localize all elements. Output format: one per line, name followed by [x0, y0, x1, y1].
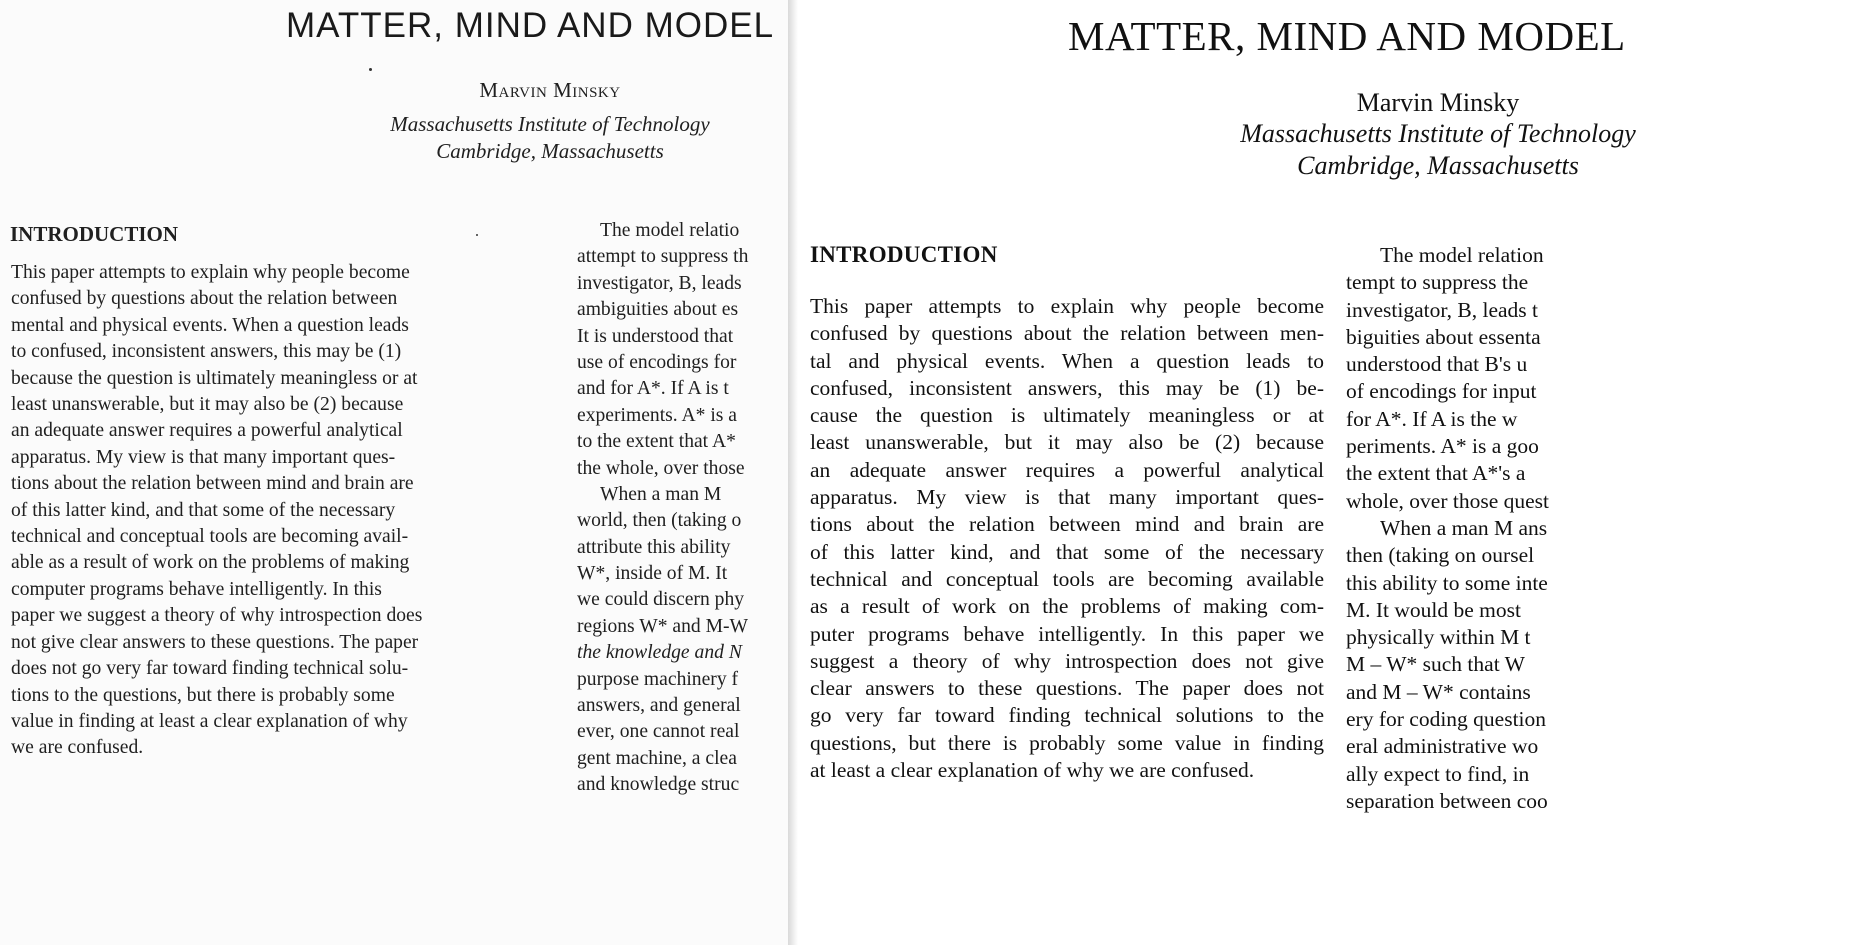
- scan-line: The model relatio: [600, 220, 740, 241]
- typeset-line: The model relation: [1380, 243, 1544, 267]
- scan-line: investigator, B, leads: [577, 272, 742, 294]
- scan-line: answers, and general: [577, 695, 741, 717]
- typeset-section-heading: INTRODUCTION: [810, 242, 998, 267]
- typeset-line: M. It would be most: [1346, 597, 1521, 622]
- typeset-line: then (taking on oursel: [1346, 543, 1535, 568]
- scan-line: and for A*. If A is t: [577, 378, 729, 400]
- typeset-page: [798, 0, 1858, 945]
- typeset-line: biguities about essenta: [1346, 324, 1541, 349]
- typeset-author: Marvin Minsky: [1356, 88, 1520, 117]
- scan-line: we are confused.: [11, 737, 144, 759]
- typeset-line: go very far toward finding technical solutions to the: [810, 703, 1324, 728]
- typeset-line: periments. A* is a goo: [1346, 434, 1539, 459]
- typeset-line: M – W* such that W: [1346, 652, 1525, 677]
- typeset-line: an adequate answer requires a powerful analytical: [810, 457, 1324, 482]
- typeset-line: tal and physical events. When a question leads to: [810, 348, 1324, 373]
- scan-line: and knowledge struc: [577, 774, 740, 796]
- scan-line: because the question is ultimately meaningless or at: [11, 367, 418, 389]
- typeset-line: When a man M ans: [1380, 515, 1548, 540]
- scan-line: does not go very far toward finding technical solu-: [11, 658, 409, 680]
- typeset-line: the extent that A*'s a: [1346, 461, 1526, 486]
- scan-line: technical and conceptual tools are becoming avail-: [11, 526, 409, 548]
- typeset-line: apparatus. My view is that many important ques-: [810, 485, 1324, 510]
- scan-line: W*, inside of M. It: [577, 563, 728, 585]
- scan-line: computer programs behave intelligently. In this: [11, 578, 382, 600]
- scan-line: confused by questions about the relation between: [11, 288, 398, 310]
- typeset-line: tions about the relation between mind and brain are: [810, 512, 1324, 537]
- typeset-line: confused, inconsistent answers, this may be (1) be-: [810, 375, 1324, 400]
- typeset-line: least unanswerable, but it may also be (2) because: [810, 430, 1324, 455]
- scan-line: paper we suggest a theory of why introspection does: [11, 605, 423, 627]
- scan-line: use of encodings for: [577, 351, 737, 373]
- typeset-affiliation-2: Cambridge, Massachusetts: [1297, 151, 1579, 180]
- typeset-line: understood that B's u: [1346, 352, 1528, 377]
- scan-column-1: [11, 260, 524, 762]
- scan-line: the knowledge and N: [577, 642, 742, 664]
- scan-line: This paper attempts to explain why people become: [11, 262, 410, 283]
- scan-line: we could discern phy: [577, 589, 745, 611]
- typeset-line: of encodings for input: [1346, 379, 1537, 404]
- scan-affiliation-2: Cambridge, Massachusetts: [436, 139, 664, 163]
- scan-line: to the extent that A*: [577, 431, 736, 453]
- scan-line: not give clear answers to these questions. The paper: [11, 631, 419, 653]
- scan-line: ambiguities about es: [577, 299, 739, 321]
- scan-line: least unanswerable, but it may also be (2) because: [11, 394, 404, 416]
- scan-line: an adequate answer requires a powerful analytical: [11, 420, 403, 442]
- scan-affiliation-1: Massachusetts Institute of Technology: [390, 112, 710, 136]
- typeset-affiliation-1: Massachusetts Institute of Technology: [1240, 119, 1636, 148]
- scan-line: experiments. A* is a: [577, 404, 737, 426]
- scan-line: purpose machinery f: [577, 668, 739, 690]
- scan-line: When a man M: [600, 483, 722, 505]
- scan-column-2: [577, 218, 790, 799]
- typeset-line: as a result of work on the problems of making com-: [810, 594, 1324, 619]
- typeset-line: tempt to suppress the: [1346, 270, 1529, 295]
- typeset-line: at least a clear explanation of why we are confused.: [810, 758, 1255, 783]
- scan-line: attempt to suppress th: [577, 246, 749, 268]
- scan-section-heading: INTRODUCTION: [10, 222, 179, 246]
- scan-author: Marvin Minsky: [479, 78, 621, 102]
- typeset-line: for A*. If A is the w: [1346, 406, 1518, 431]
- typeset-line: whole, over those quest: [1346, 488, 1550, 513]
- typeset-line: this ability to some inte: [1346, 570, 1548, 595]
- scan-line: ever, one cannot real: [577, 721, 740, 743]
- typeset-line: physically within M t: [1346, 625, 1531, 650]
- scan-speck: [476, 234, 478, 236]
- typeset-line: and M – W* contains: [1346, 679, 1531, 704]
- typeset-line: eral administrative wo: [1346, 734, 1539, 759]
- typeset-column-2: [1346, 242, 1858, 815]
- typeset-line: clear answers to these questions. The paper does not: [810, 676, 1324, 701]
- scan-line: able as a result of work on the problems of making: [11, 552, 410, 574]
- typeset-line: ally expect to find, in: [1346, 761, 1530, 786]
- typeset-title: MATTER, MIND AND MODEL: [1068, 13, 1626, 59]
- scan-line: gent machine, a clea: [577, 747, 737, 769]
- scan-line: tions to the questions, but there is probably some: [11, 684, 395, 706]
- typeset-line: This paper attempts to explain why people become: [810, 294, 1324, 318]
- typeset-line: ery for coding question: [1346, 707, 1547, 732]
- scanned-page: [0, 0, 790, 945]
- typeset-line: questions, but there is probably some value in finding: [810, 730, 1324, 755]
- scan-line: tions about the relation between mind and brain are: [11, 473, 414, 495]
- scan-line: world, then (taking o: [577, 510, 742, 532]
- scan-line: mental and physical events. When a question leads: [11, 314, 409, 336]
- scan-title: MATTER, MIND AND MODEL: [286, 6, 775, 45]
- typeset-line: technical and conceptual tools are becoming available: [810, 566, 1324, 591]
- scan-line: to confused, inconsistent answers, this may be (1): [11, 341, 402, 363]
- typeset-line: cause the question is ultimately meaningless or at: [810, 403, 1324, 428]
- scan-line: of this latter kind, and that some of the necessary: [11, 499, 396, 521]
- scan-line: It is understood that: [577, 325, 734, 347]
- pane-divider: [788, 0, 798, 945]
- typeset-line: suggest a theory of why introspection does not give: [810, 648, 1324, 673]
- scan-line: regions W* and M-W: [577, 615, 749, 637]
- typeset-line: puter programs behave intelligently. In this paper we: [810, 621, 1324, 646]
- typeset-line: investigator, B, leads t: [1346, 297, 1539, 322]
- scan-speck: [369, 68, 372, 71]
- scan-line: the whole, over those: [577, 457, 745, 479]
- typeset-line: separation between coo: [1346, 788, 1548, 813]
- typeset-column-1: [810, 293, 1324, 784]
- scan-line: apparatus. My view is that many important ques-: [11, 446, 396, 468]
- typeset-line: confused by questions about the relation between men-: [810, 321, 1324, 346]
- scan-line: value in finding at least a clear explanation of why: [11, 710, 408, 732]
- typeset-line: of this latter kind, and that some of the necessary: [810, 539, 1324, 564]
- scan-line: attribute this ability: [577, 536, 731, 558]
